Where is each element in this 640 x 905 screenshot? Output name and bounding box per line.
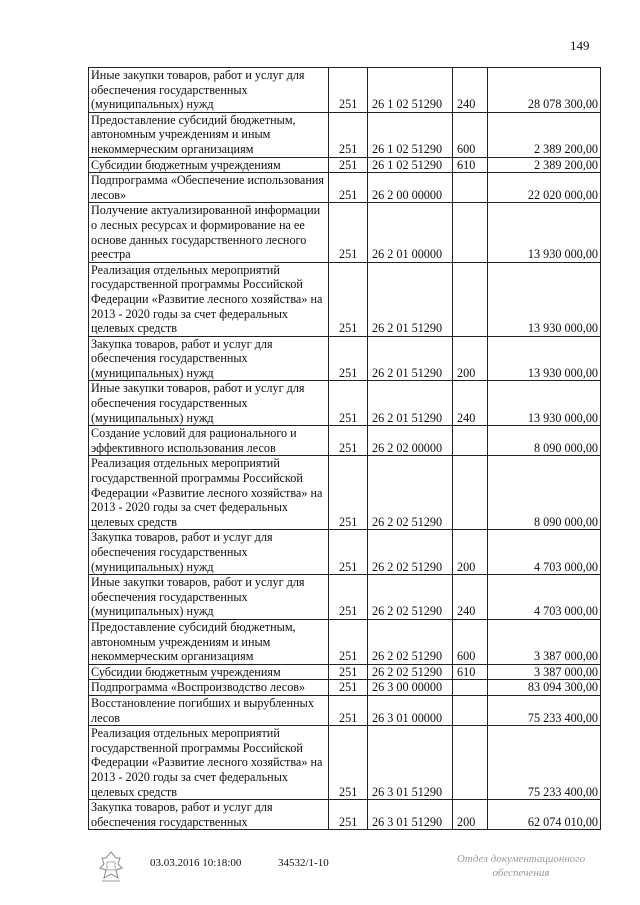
row-amount-cell: 13 930 000,00 [488,336,601,381]
row-name-cell: Реализация отдельных мероприятий государственной программы Российской Федерации «Развитие лесного хозяйства» на 2013 - 2020 годы за счет федеральных целевых средств [89,456,329,530]
row-department-code-cell: 251 [329,203,368,262]
table-row [89,426,601,456]
row-target-article-cell: 26 3 00 00000 [368,680,453,696]
table-row [89,262,601,336]
row-expense-type-cell [453,680,488,696]
row-name-cell: Иные закупки товаров, работ и услуг для обеспечения государственных (муниципальных) нужд [89,575,329,620]
table-row [89,726,601,800]
row-expense-type-cell: 240 [453,381,488,426]
row-target-article-cell: 26 2 01 00000 [368,203,453,262]
table-row [89,203,601,262]
row-expense-type-cell: 200 [453,336,488,381]
row-amount-cell: 75 233 400,00 [488,695,601,725]
row-target-article-cell: 26 2 02 51290 [368,456,453,530]
row-target-article-cell: 26 2 01 51290 [368,262,453,336]
row-expense-type-cell [453,262,488,336]
page-number: 149 [570,38,590,53]
table-row [89,664,601,680]
row-amount-cell: 2 389 200,00 [488,112,601,157]
row-expense-type-cell: 600 [453,619,488,664]
row-target-article-cell: 26 2 02 51290 [368,664,453,680]
row-name-cell: Подпрограмма «Обеспечение использования лесов» [89,173,329,203]
table-row [89,112,601,157]
row-department-code-cell: 251 [329,112,368,157]
row-department-code-cell: 251 [329,381,368,426]
row-department-code-cell: 251 [329,726,368,800]
row-department-code-cell: 251 [329,157,368,173]
row-expense-type-cell: 610 [453,664,488,680]
table-row [89,680,601,696]
row-target-article-cell: 26 2 01 51290 [368,381,453,426]
row-target-article-cell: 26 1 02 51290 [368,68,453,113]
row-expense-type-cell: 200 [453,800,488,830]
row-target-article-cell: 26 2 02 51290 [368,575,453,620]
row-expense-type-cell: 240 [453,575,488,620]
row-department-code-cell: 251 [329,664,368,680]
row-target-article-cell: 26 2 00 00000 [368,173,453,203]
row-amount-cell: 13 930 000,00 [488,381,601,426]
row-amount-cell: 75 233 400,00 [488,726,601,800]
row-expense-type-cell [453,726,488,800]
row-name-cell: Субсидии бюджетным учреждениям [89,664,329,680]
row-department-code-cell: 251 [329,530,368,575]
stamp-line-1: Отдел документационного [456,853,586,865]
row-name-cell: Реализация отдельных мероприятий государственной программы Российской Федерации «Развитие лесного хозяйства» на 2013 - 2020 годы за счет федеральных целевых средств [89,726,329,800]
row-amount-cell: 8 090 000,00 [488,426,601,456]
row-expense-type-cell [453,456,488,530]
row-amount-cell: 13 930 000,00 [488,203,601,262]
row-amount-cell: 28 078 300,00 [488,68,601,113]
row-name-cell: Закупка товаров, работ и услуг для обеспечения государственных [89,800,329,830]
row-department-code-cell: 251 [329,262,368,336]
row-target-article-cell: 26 2 02 00000 [368,426,453,456]
table-row [89,173,601,203]
row-amount-cell: 83 094 300,00 [488,680,601,696]
emblem-icon [98,850,124,884]
row-amount-cell: 8 090 000,00 [488,456,601,530]
table-row [89,456,601,530]
row-expense-type-cell: 610 [453,157,488,173]
stamp-line-2: обеспечения [492,867,550,879]
row-department-code-cell: 251 [329,68,368,113]
row-expense-type-cell [453,695,488,725]
row-expense-type-cell [453,203,488,262]
row-name-cell: Восстановление погибших и вырубленных лесов [89,695,329,725]
row-name-cell: Предоставление субсидий бюджетным, автономным учреждениям и иным некоммерческим организациям [89,619,329,664]
row-department-code-cell: 251 [329,800,368,830]
row-department-code-cell: 251 [329,619,368,664]
row-department-code-cell: 251 [329,173,368,203]
row-target-article-cell: 26 2 01 51290 [368,336,453,381]
row-target-article-cell: 26 1 02 51290 [368,112,453,157]
row-target-article-cell: 26 1 02 51290 [368,157,453,173]
row-name-cell: Закупка товаров, работ и услуг для обеспечения государственных (муниципальных) нужд [89,530,329,575]
row-amount-cell: 13 930 000,00 [488,262,601,336]
row-expense-type-cell [453,426,488,456]
row-department-code-cell: 251 [329,426,368,456]
row-expense-type-cell [453,173,488,203]
row-name-cell: Иные закупки товаров, работ и услуг для обеспечения государственных (муниципальных) нужд [89,68,329,113]
table-row [89,800,601,830]
table-row [89,530,601,575]
row-department-code-cell: 251 [329,575,368,620]
table-row [89,695,601,725]
budget-table-body [89,68,601,830]
footer-document-code: 34532/1-10 [278,857,329,869]
row-expense-type-cell: 600 [453,112,488,157]
row-amount-cell: 3 387 000,00 [488,664,601,680]
row-department-code-cell: 251 [329,336,368,381]
budget-table [88,67,601,830]
table-row [89,336,601,381]
row-name-cell: Получение актуализированной информации о лесных ресурсах и формирование на ее основе данных государственного лесного реестра [89,203,329,262]
department-stamp [446,852,596,880]
row-target-article-cell: 26 2 02 51290 [368,619,453,664]
row-amount-cell: 2 389 200,00 [488,157,601,173]
row-amount-cell: 4 703 000,00 [488,530,601,575]
row-target-article-cell: 26 3 01 00000 [368,695,453,725]
row-expense-type-cell: 240 [453,68,488,113]
row-name-cell: Подпрограмма «Воспроизводство лесов» [89,680,329,696]
row-name-cell: Субсидии бюджетным учреждениям [89,157,329,173]
table-row [89,157,601,173]
row-name-cell: Иные закупки товаров, работ и услуг для обеспечения государственных (муниципальных) нужд [89,381,329,426]
row-amount-cell: 4 703 000,00 [488,575,601,620]
row-name-cell: Закупка товаров, работ и услуг для обеспечения государственных (муниципальных) нужд [89,336,329,381]
row-amount-cell: 3 387 000,00 [488,619,601,664]
row-amount-cell: 62 074 010,00 [488,800,601,830]
row-department-code-cell: 251 [329,680,368,696]
table-row [89,381,601,426]
row-expense-type-cell: 200 [453,530,488,575]
row-name-cell: Создание условий для рационального и эффективного использования лесов [89,426,329,456]
table-row [89,68,601,113]
row-target-article-cell: 26 3 01 51290 [368,726,453,800]
footer-date: 03.03.2016 10:18:00 [150,857,242,869]
row-amount-cell: 22 020 000,00 [488,173,601,203]
row-name-cell: Реализация отдельных мероприятий государственной программы Российской Федерации «Развитие лесного хозяйства» на 2013 - 2020 годы за счет федеральных целевых средств [89,262,329,336]
row-department-code-cell: 251 [329,695,368,725]
table-row [89,575,601,620]
row-department-code-cell: 251 [329,456,368,530]
table-row [89,619,601,664]
row-target-article-cell: 26 3 01 51290 [368,800,453,830]
row-name-cell: Предоставление субсидий бюджетным, автономным учреждениям и иным некоммерческим организациям [89,112,329,157]
row-target-article-cell: 26 2 02 51290 [368,530,453,575]
